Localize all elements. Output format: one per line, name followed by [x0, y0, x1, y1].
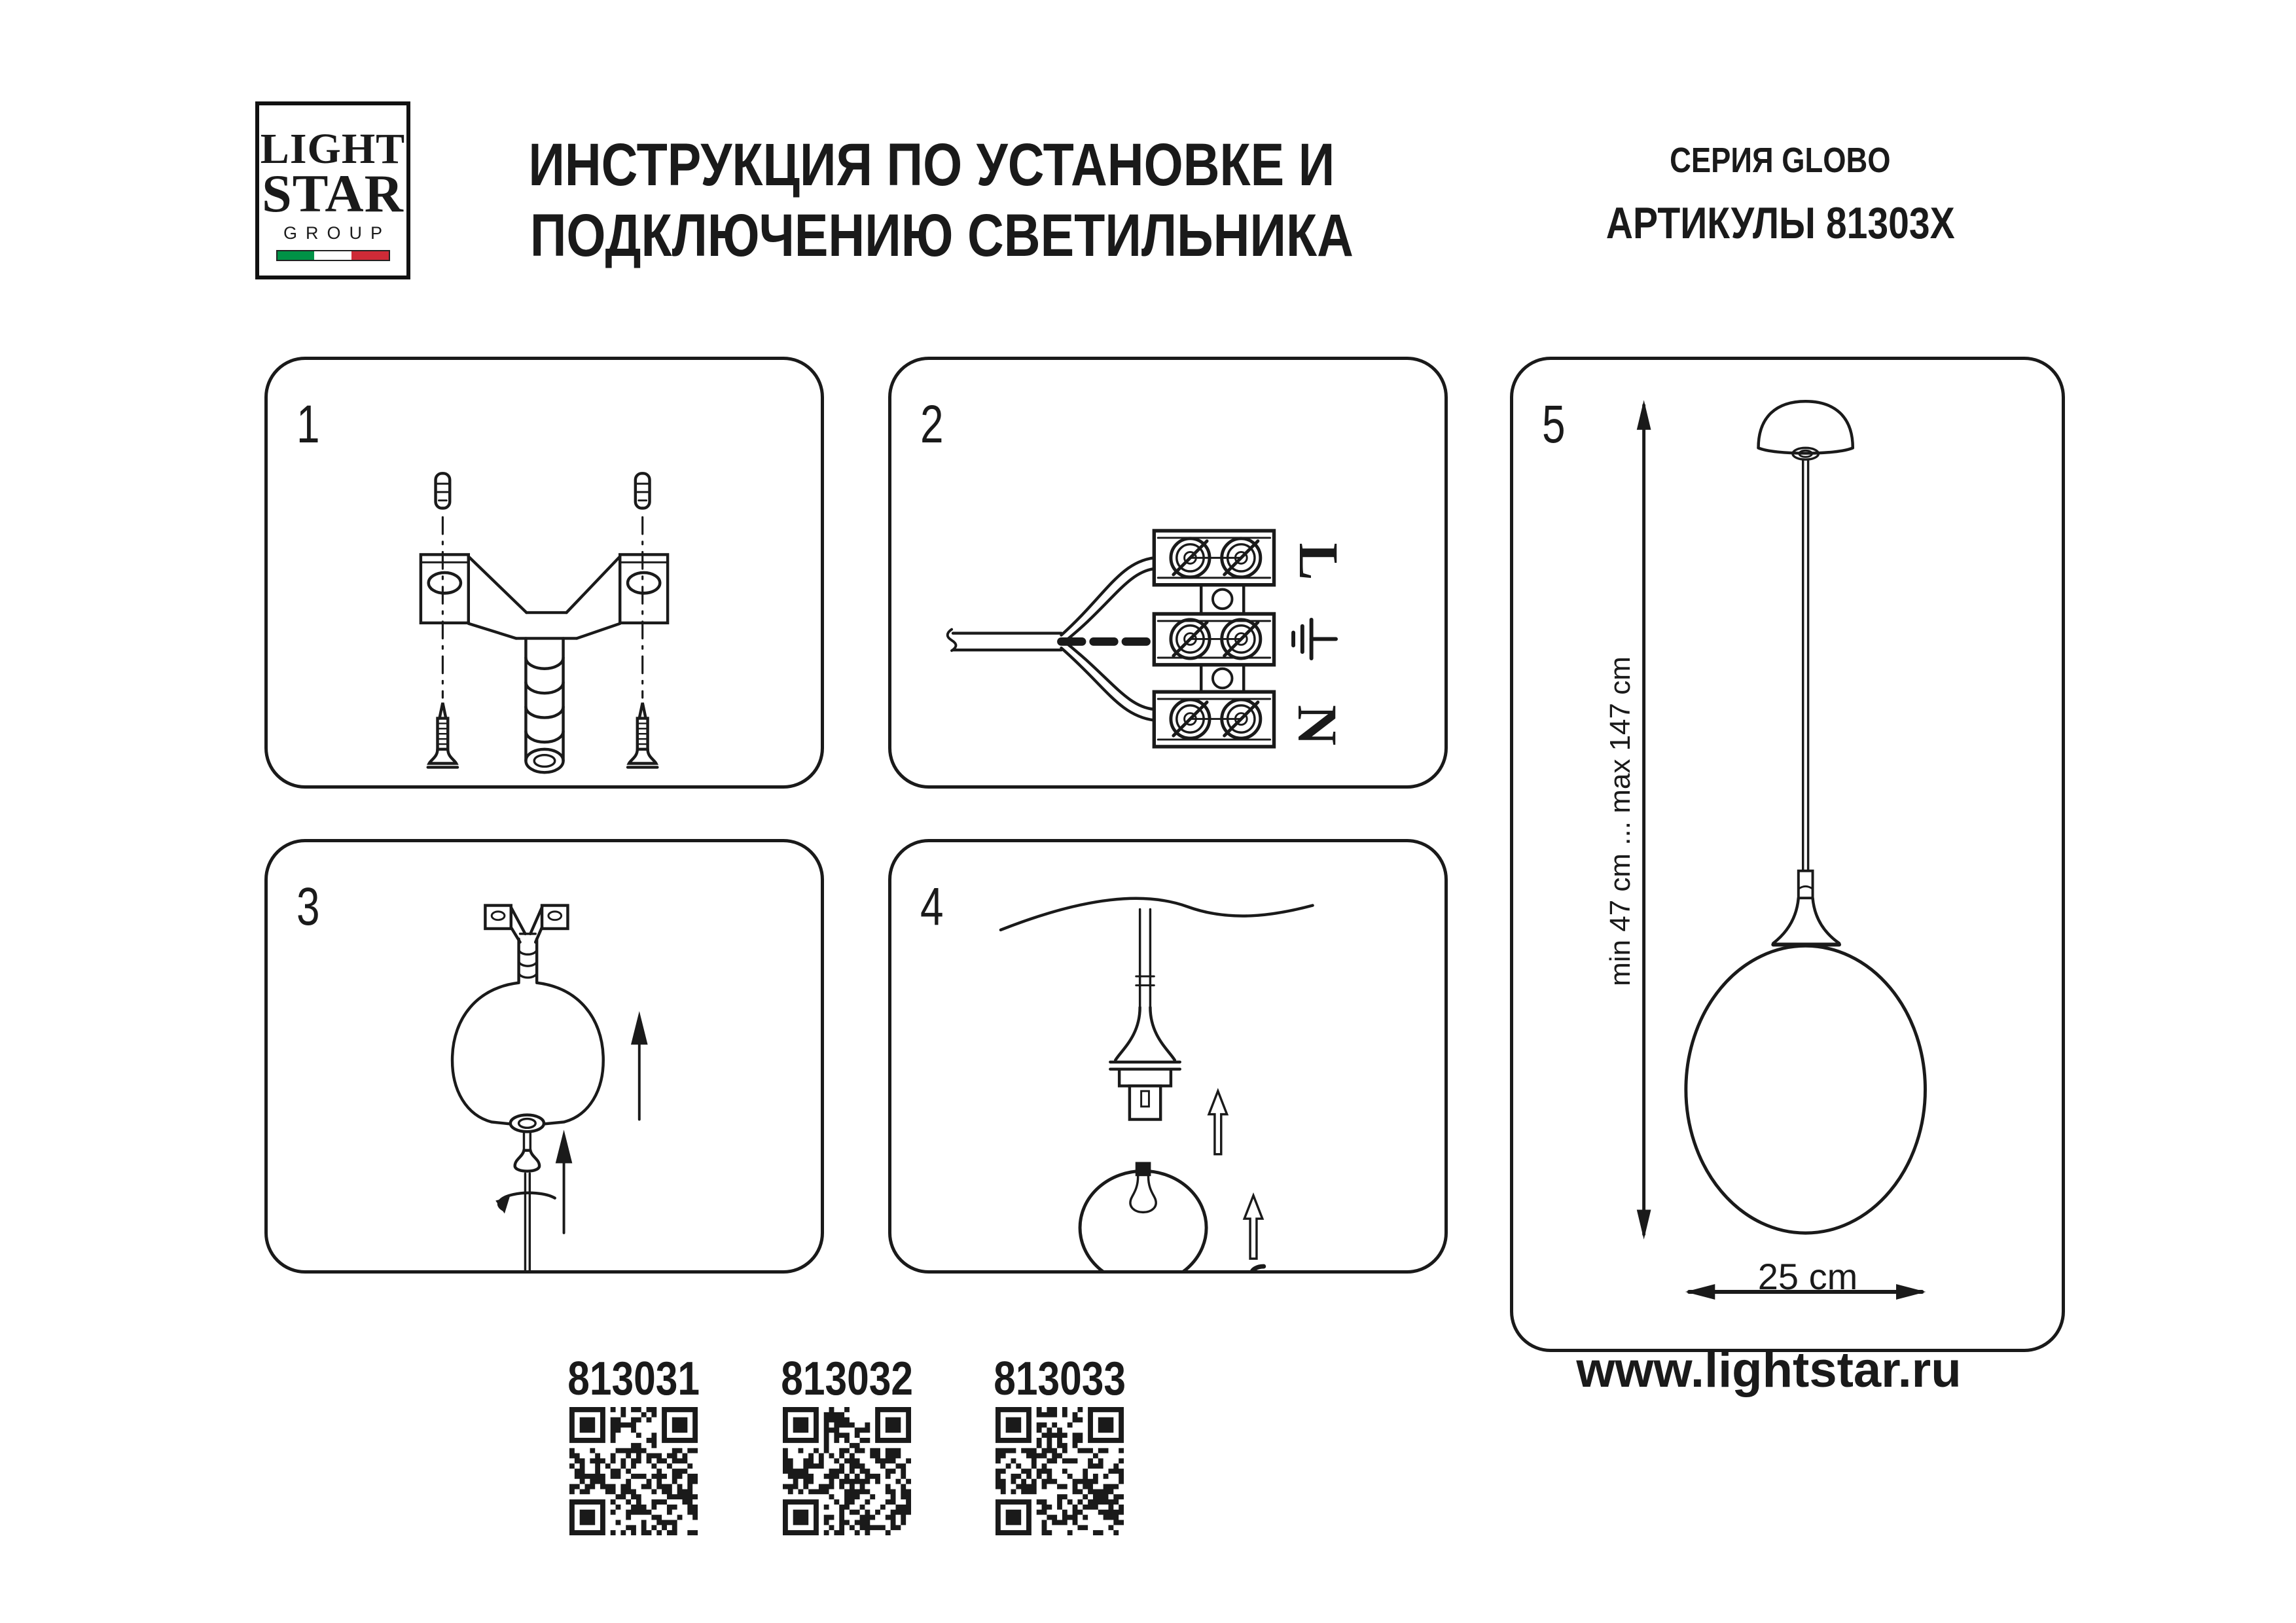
- flag-green-stripe: [278, 251, 315, 260]
- up-arrow-small-icon: [556, 1130, 573, 1233]
- lamp-socket: [1130, 1086, 1160, 1119]
- step-5-panel: [1510, 357, 2065, 1352]
- earth-icon: [1293, 620, 1336, 658]
- lightstar-logo: [255, 101, 410, 279]
- suspension-rod: [1136, 909, 1155, 1007]
- bulb-icon: [1130, 1176, 1156, 1212]
- series-name: СЕРИЯ GLOBO: [1670, 141, 1891, 180]
- step-1-diagram: [268, 360, 821, 785]
- trumpet-holder: [1773, 871, 1839, 945]
- terminal-screws: [1171, 539, 1261, 738]
- width-dimension-label: 25 cm: [1757, 1256, 1858, 1297]
- series-block: [1518, 140, 2042, 249]
- glass-globe: [1080, 1162, 1206, 1270]
- logo-word-star: STAR: [262, 164, 404, 223]
- canopy: [1759, 401, 1853, 459]
- step-3-panel: [264, 839, 824, 1274]
- ceiling-line: [1001, 899, 1313, 930]
- suspension-rod: [1803, 459, 1808, 870]
- up-arrow-outline-icon: [1209, 1091, 1227, 1154]
- mounting-bracket: [421, 554, 668, 638]
- step-2-panel: [888, 357, 1448, 789]
- step-1-number: 1: [296, 395, 320, 454]
- step-4-panel: [888, 839, 1448, 1274]
- qr-code-813033: [996, 1407, 1124, 1535]
- article-number-3: 813033: [994, 1353, 1126, 1405]
- title-line-1: ИНСТРУКЦИЯ ПО УСТАНОВКЕ И: [528, 132, 1335, 198]
- up-arrow-outline-2-icon: [1244, 1196, 1263, 1259]
- screw-right-icon: [628, 703, 657, 767]
- step-2-number: 2: [920, 395, 944, 454]
- neutral-label: N: [1286, 704, 1349, 746]
- step-4-number: 4: [920, 877, 944, 936]
- italian-flag-icon: [276, 250, 390, 261]
- canopy: [452, 983, 603, 1132]
- step-3-diagram: [268, 842, 821, 1270]
- wall-plug-right-icon: [636, 473, 650, 508]
- step-2-diagram: [891, 360, 1444, 785]
- step-3-number: 3: [296, 877, 320, 936]
- dimension-vertical: [1637, 400, 1651, 1240]
- qr-code-813032: [783, 1407, 911, 1535]
- website-url: www.lightstar.ru: [1576, 1342, 1962, 1398]
- title-line-2: ПОДКЛЮЧЕНИЮ СВЕТИЛЬНИКА: [529, 202, 1354, 269]
- screw-left-icon: [428, 703, 457, 767]
- articles-title: АРТИКУЛЫ 81303X: [1605, 198, 1955, 248]
- flag-red-stripe: [351, 251, 389, 260]
- suspension-cord: [515, 1132, 539, 1270]
- step-5-diagram: [1513, 360, 2062, 1349]
- threaded-tube: [526, 638, 563, 772]
- height-dimension-label: min 47 cm ... max 147 cm: [1604, 656, 1636, 986]
- threaded-tube: [519, 939, 537, 982]
- glass-globe: [1686, 946, 1926, 1233]
- supply-cable: [948, 630, 1062, 651]
- rotate-hint-icon: [1251, 1266, 1263, 1270]
- wire-neutral: [1062, 639, 1155, 720]
- wall-plug-left-icon: [436, 473, 450, 508]
- wire-live: [1062, 558, 1155, 644]
- logo-word-light: LIGHT: [260, 125, 406, 173]
- qr-code-813031: [569, 1407, 698, 1535]
- article-number-2: 813032: [781, 1353, 914, 1405]
- trumpet-holder: [1110, 1007, 1179, 1086]
- live-label: L: [1287, 543, 1350, 580]
- logo-word-group: GROUP: [283, 223, 391, 243]
- page-title: [452, 130, 1354, 271]
- step-5-number: 5: [1542, 395, 1566, 454]
- up-arrow-icon: [631, 1011, 648, 1119]
- flag-white-stripe: [314, 251, 351, 260]
- step-1-panel: [264, 357, 824, 789]
- mounted-bracket: [485, 906, 567, 942]
- article-number-1: 813031: [567, 1353, 700, 1405]
- step-4-diagram: [891, 842, 1444, 1270]
